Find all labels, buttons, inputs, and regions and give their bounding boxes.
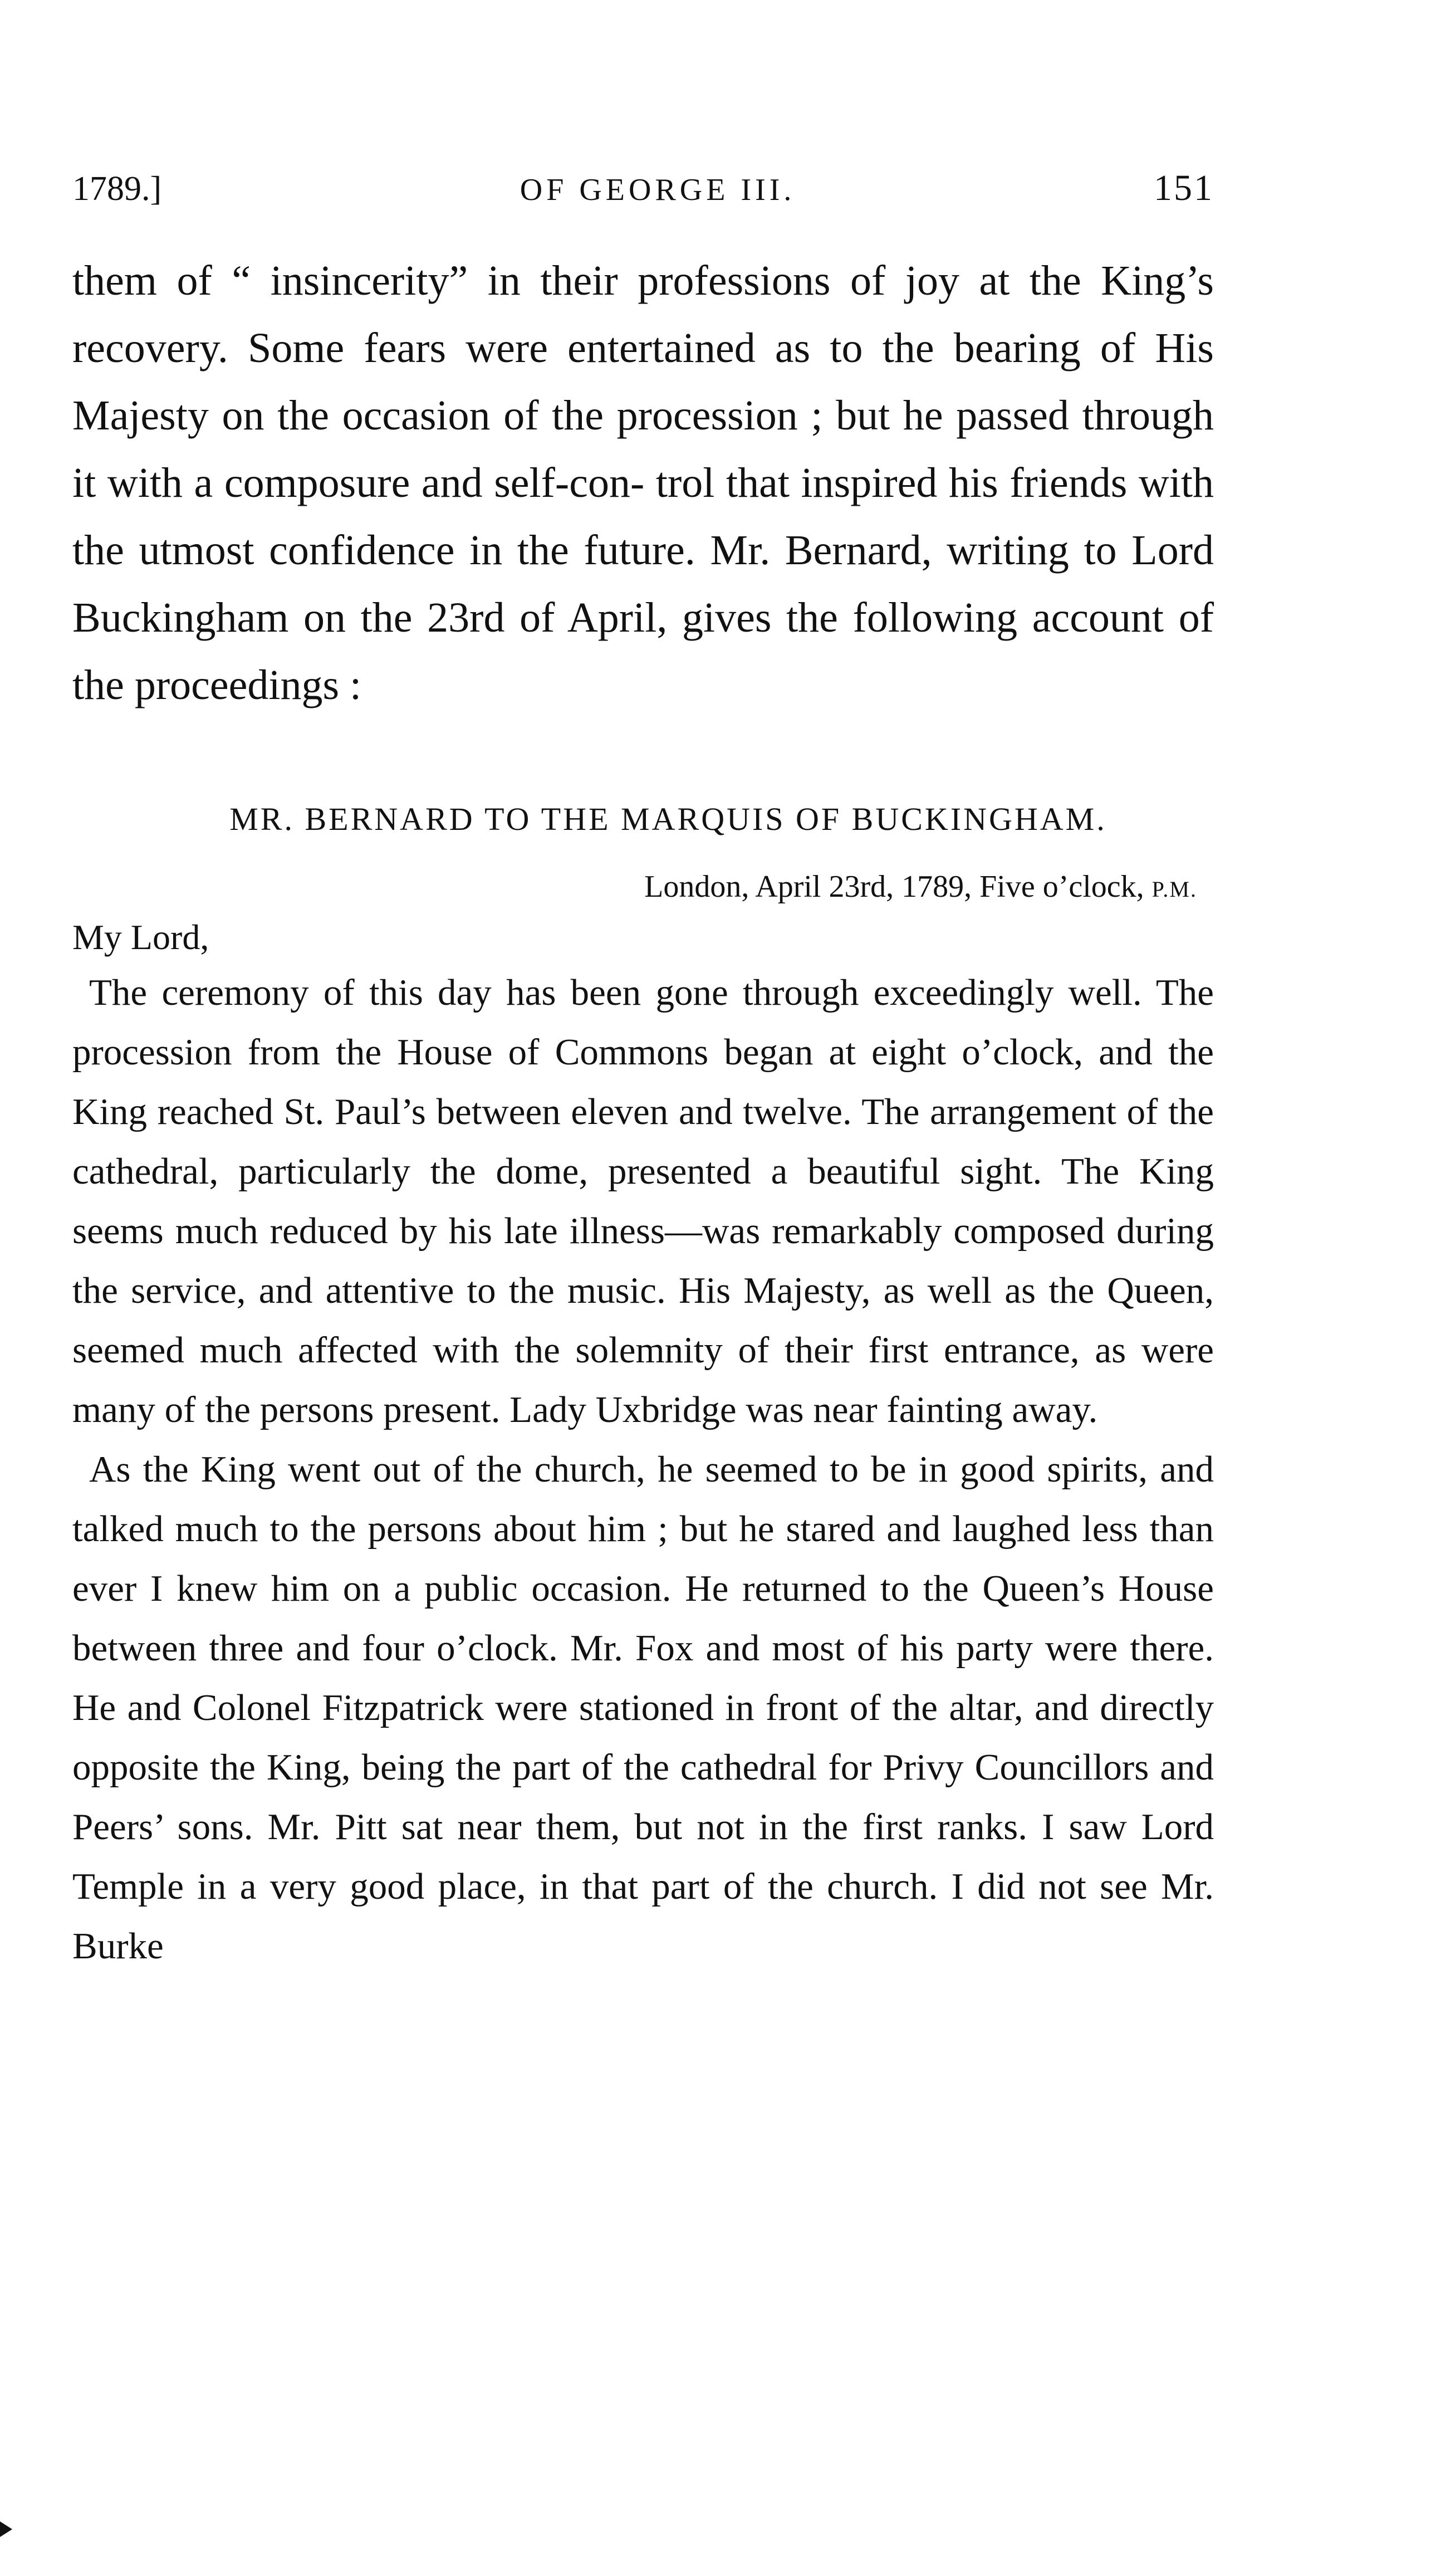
page-number: 151	[1154, 168, 1214, 208]
letter-paragraph-1-text: The ceremony of this day has been gone through exceedingly well. The procession from the House of Commons began at eight o’clock, and the King reached St. Paul’s between eleven and twelve. The arrangement of the cathedral, particularly the dome, presented a beautiful sight. The King seems much reduced by his late illness—was remarkably composed during the service, and attentive to the music. His Majesty, as well as the Queen, seemed much affected with the solemnity of their first entrance, as were many of the persons present. Lady Uxbridge was near fainting away.	[72, 972, 1214, 1430]
letter-paragraph-1	[72, 963, 1214, 1440]
letter-paragraph-2-text: As the King went out of the church, he seemed to be in good spirits, and talked much to the persons about him ; but he stared and laughed less than ever I knew him on a public occasion. He returned to the Queen’s House between three and four o’clock. Mr. Fox and most of his party were there. He and Colonel Fitzpatrick were stationed in front of the altar, and directly opposite the King, being the part of the cathedral for Privy Councillors and Peers’ sons. Mr. Pitt sat near them, but not in the first ranks. I saw Lord Temple in a very good place, in that part of the church. I did not see Mr. Burke	[72, 1449, 1214, 1967]
running-head-year: 1789.]	[72, 170, 162, 208]
dateline-time: P.M.	[1151, 877, 1197, 902]
intro-paragraph: them of “ insincerity” in their professions of joy at the King’s recovery. Some fears were entertained as to the bearing of His Majesty on the occasion of the procession ; but he passed through it with a composure and self-con- trol that inspired his friends with the utmost confidence in the future. Mr. Bernard, writing to Lord Buckingham on the 23rd of April, gives the following account of the proceedings :	[72, 257, 1214, 708]
running-head-title: OF GEORGE III.	[520, 173, 796, 207]
letter-dateline	[72, 862, 1214, 912]
letter-paragraph-2	[72, 1440, 1214, 1976]
corner-arrow-icon	[0, 2521, 12, 2537]
letter-heading: MR. BERNARD TO THE MARQUIS OF BUCKINGHAM.	[229, 801, 1107, 837]
book-page	[72, 167, 1214, 1976]
letter-salutation: My Lord,	[72, 917, 209, 957]
running-head	[72, 167, 1214, 234]
dateline-place-date: London, April 23rd, 1789, Five o’clock,	[644, 869, 1144, 904]
